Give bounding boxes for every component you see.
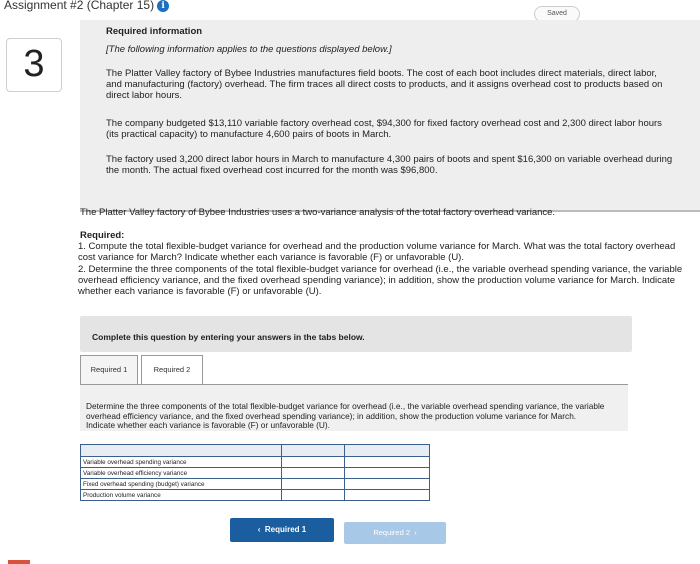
variance-answer-table [80, 444, 430, 501]
tab-instructions: Determine the three components of the total flexible-budget variance for overhead (i.e., the variable overhead spending variance, the variable overhead efficiency variance, and the fixed overhead spending variance); in addition, show the production volume variance for March. Indicate whether each variance is favorable (F) or unfavorable (U). [86, 401, 605, 431]
question-intro: The Platter Valley factory of Bybee Industries uses a two-variance analysis of the total factory overhead variance. [80, 207, 556, 218]
table-row [81, 479, 430, 490]
fu-select[interactable] [345, 457, 430, 468]
requirement-2: 2. Determine the three components of the total flexible-budget variance for overhead (i.e., the variable overhead spending variance, the variable overhead efficiency variance, and the fixed overhead spending variance); in addition, show the production volume variance for March. Indicate whether each variance is favorable (F) or unfavorable (U). [78, 264, 683, 297]
required-label: Required: [80, 230, 125, 241]
row-label: Variable overhead efficiency variance [81, 468, 282, 479]
progress-edge-mark [8, 560, 30, 564]
amount-input[interactable] [282, 457, 345, 468]
row-label: Fixed overhead spending (budget) variance [81, 479, 282, 490]
saved-badge: Saved [534, 6, 580, 22]
chevron-left-icon: ‹ [257, 525, 261, 534]
amount-input[interactable] [282, 479, 345, 490]
table-row [81, 468, 430, 479]
tab-required-2[interactable]: Required 2 [141, 355, 203, 384]
table-header-cell [345, 445, 430, 457]
table-header-row [81, 445, 430, 457]
next-required-button[interactable] [344, 522, 446, 544]
assignment-title [4, 0, 169, 12]
amount-input[interactable] [282, 490, 345, 501]
table-header-cell [81, 445, 282, 457]
previous-button-label: Required 1 [264, 525, 307, 534]
fu-select[interactable] [345, 490, 430, 501]
row-label: Variable overhead spending variance [81, 457, 282, 468]
info-note: [The following information applies to the questions displayed below.] [106, 44, 392, 55]
complete-instructions-text: Complete this question by entering your answers in the tabs below. [92, 332, 365, 342]
row-label: Production volume variance [81, 490, 282, 501]
chevron-right-icon: › [414, 528, 417, 537]
info-paragraph-1: The Platter Valley factory of Bybee Industries manufactures field boots. The cost of each boot includes direct materials, direct labor, and manufacturing (factory) overhead. The firm traces all direct costs to products, and it assigns overhead cost to products based on direct labor hours. [106, 68, 663, 101]
fu-select[interactable] [345, 479, 430, 490]
requirement-1: 1. Compute the total flexible-budget variance for overhead and the production volume variance for March. What was the total factory overhead cost variance for March? Indicate whether each variance is favorable (F) or unfavorable (U). [78, 241, 676, 263]
info-paragraph-2: The company budgeted $13,110 variable factory overhead cost, $94,300 for fixed factory overhead cost and 2,300 direct labor hours (its practical capacity) to manufacture 4,600 pairs of boots in March. [106, 118, 662, 140]
next-button-label: Required 2 [373, 528, 411, 537]
table-row [81, 490, 430, 501]
assignment-title-text: Assignment #2 (Chapter 15) [4, 0, 155, 12]
info-icon[interactable]: i [157, 0, 169, 12]
table-header-cell [282, 445, 345, 457]
required-information-heading: Required information [106, 26, 203, 37]
table-row [81, 457, 430, 468]
info-paragraph-3: The factory used 3,200 direct labor hours in March to manufacture 4,300 pairs of boots and spent $16,300 on variable overhead during the month. The actual fixed overhead cost incurred for the month was $96,800. [106, 154, 673, 176]
previous-required-button[interactable] [230, 518, 334, 542]
fu-select[interactable] [345, 468, 430, 479]
amount-input[interactable] [282, 468, 345, 479]
question-number: 3 [6, 38, 62, 92]
tab-required-1[interactable]: Required 1 [80, 355, 138, 385]
